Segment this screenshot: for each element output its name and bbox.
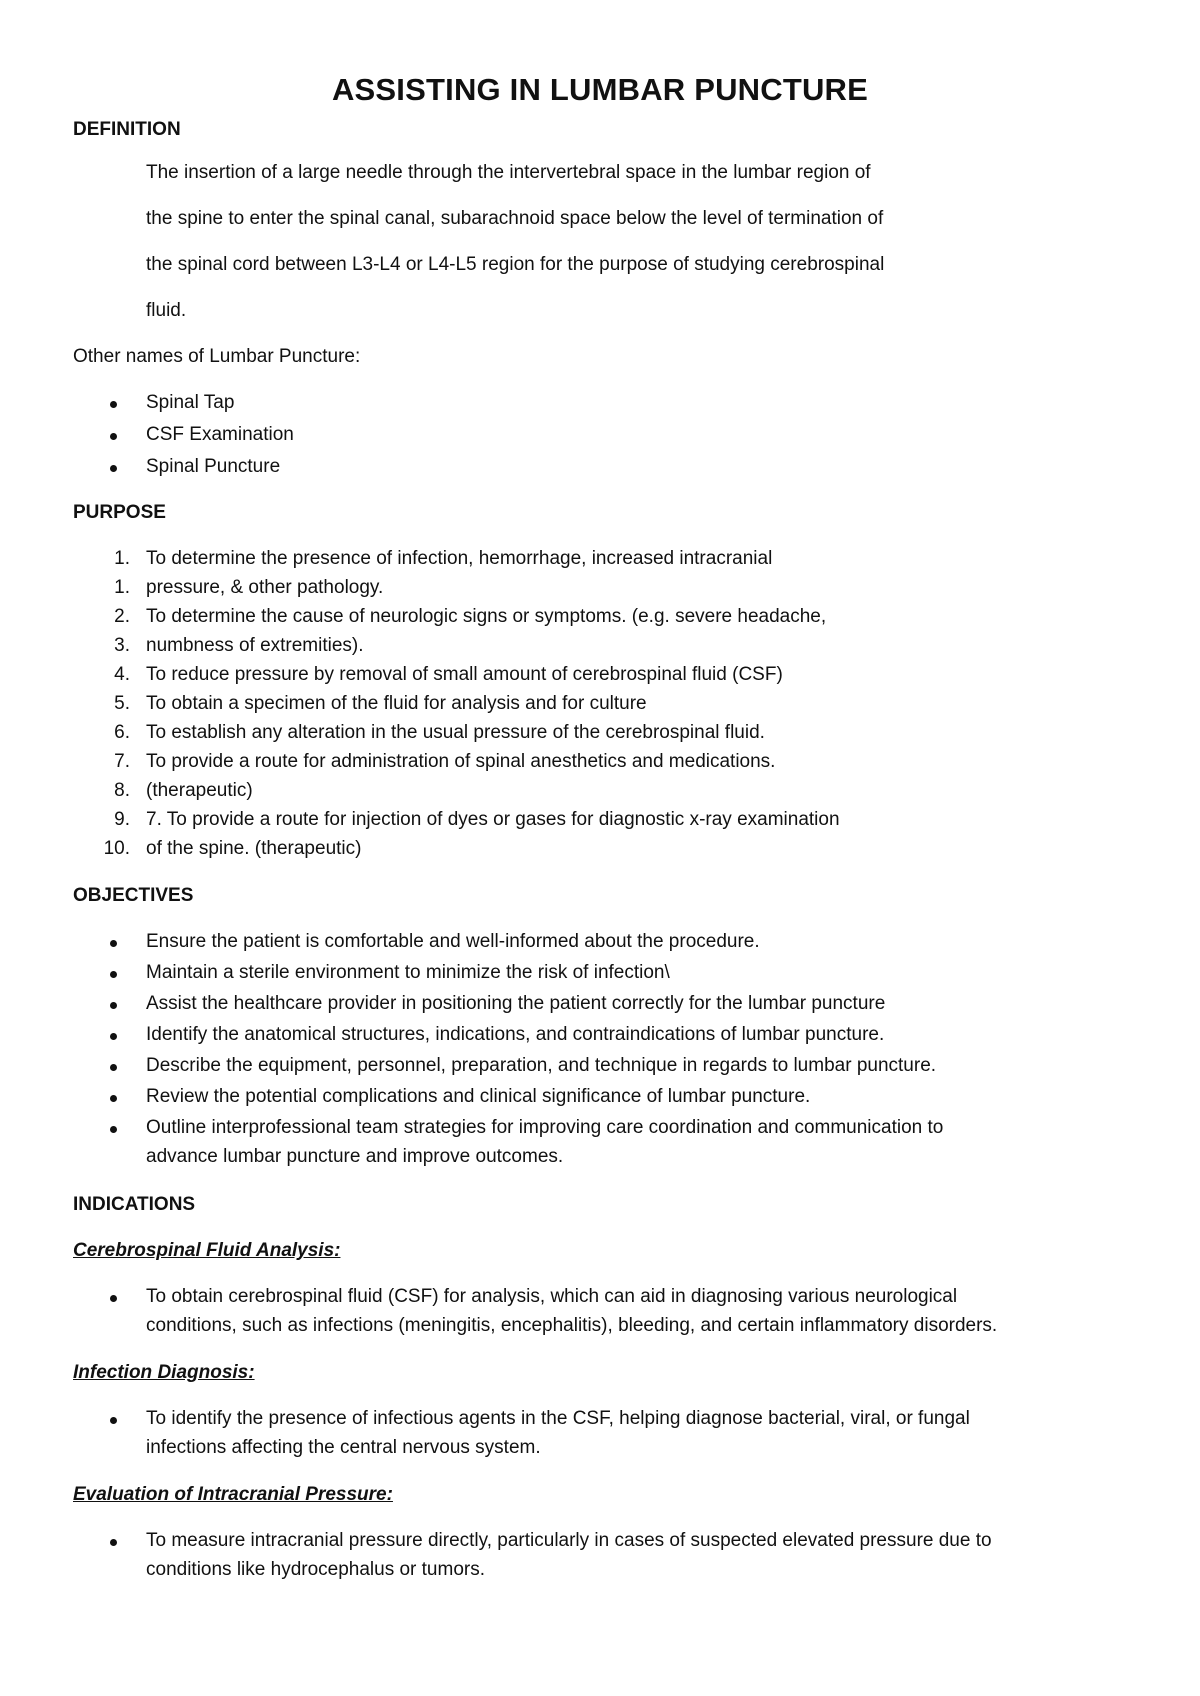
bullet-icon bbox=[110, 1002, 117, 1009]
purpose-number: 1. bbox=[114, 548, 130, 569]
objective-item: Assist the healthcare provider in positioning the patient correctly for the lumbar puncture bbox=[146, 993, 886, 1014]
bullet-icon bbox=[110, 1417, 117, 1424]
indication-item-continued: infections affecting the central nervous system. bbox=[146, 1437, 541, 1458]
purpose-item: To establish any alteration in the usual pressure of the cerebrospinal fluid. bbox=[146, 722, 765, 743]
document-title: ASSISTING IN LUMBAR PUNCTURE bbox=[331, 72, 869, 107]
indication-item: To identify the presence of infectious agents in the CSF, helping diagnose bacterial, viral, or fungal bbox=[146, 1408, 970, 1429]
purpose-item: 7. To provide a route for injection of dyes or gases for diagnostic x-ray examination bbox=[146, 809, 840, 830]
purpose-number: 6. bbox=[114, 722, 130, 743]
definition-line: the spine to enter the spinal canal, subarachnoid space below the level of termination of bbox=[146, 208, 884, 229]
purpose-item: To reduce pressure by removal of small amount of cerebrospinal fluid (CSF) bbox=[146, 664, 783, 685]
purpose-item: To determine the presence of infection, hemorrhage, increased intracranial bbox=[146, 548, 773, 569]
objective-item: Outline interprofessional team strategies for improving care coordination and communication to bbox=[146, 1117, 944, 1138]
purpose-number: 5. bbox=[114, 693, 130, 714]
definition-line: fluid. bbox=[146, 300, 187, 321]
bullet-icon bbox=[110, 1064, 117, 1071]
indication-item: To obtain cerebrospinal fluid (CSF) for analysis, which can aid in diagnosing various neurological bbox=[146, 1286, 958, 1307]
other-name-item: CSF Examination bbox=[146, 424, 294, 445]
definition-line: the spinal cord between L3-L4 or L4-L5 region for the purpose of studying cerebrospinal bbox=[146, 254, 885, 275]
other-name-item: Spinal Tap bbox=[146, 392, 235, 413]
other-name-item: Spinal Puncture bbox=[146, 456, 281, 477]
purpose-number: 1. bbox=[114, 577, 130, 598]
bullet-icon bbox=[110, 1126, 117, 1133]
indication-item-continued: conditions, such as infections (meningitis, encephalitis), bleeding, and certain inflammatory disorders. bbox=[146, 1315, 998, 1336]
indications-heading: INDICATIONS bbox=[73, 1194, 196, 1215]
definition-heading: DEFINITION bbox=[73, 119, 181, 140]
purpose-number: 10. bbox=[103, 838, 130, 859]
purpose-number: 3. bbox=[114, 635, 130, 656]
purpose-number: 4. bbox=[114, 664, 130, 685]
bullet-icon bbox=[110, 1095, 117, 1102]
purpose-item: (therapeutic) bbox=[146, 780, 253, 801]
indication-subheading: Infection Diagnosis: bbox=[73, 1362, 255, 1383]
definition-line: The insertion of a large needle through the intervertebral space in the lumbar region of bbox=[146, 162, 871, 183]
objective-item: Review the potential complications and clinical significance of lumbar puncture. bbox=[146, 1086, 811, 1107]
bullet-icon bbox=[110, 940, 117, 947]
bullet-icon bbox=[110, 401, 117, 408]
purpose-item: To determine the cause of neurologic signs or symptoms. (e.g. severe headache, bbox=[146, 606, 827, 627]
purpose-item: To provide a route for administration of spinal anesthetics and medications. bbox=[146, 751, 776, 772]
objective-item: Describe the equipment, personnel, preparation, and technique in regards to lumbar puncture. bbox=[146, 1055, 937, 1076]
purpose-item: pressure, & other pathology. bbox=[146, 577, 384, 598]
indication-subheading: Evaluation of Intracranial Pressure: bbox=[73, 1484, 393, 1505]
objective-item: Maintain a sterile environment to minimize the risk of infection\ bbox=[146, 962, 670, 983]
purpose-item: numbness of extremities). bbox=[146, 635, 364, 656]
purpose-heading: PURPOSE bbox=[73, 502, 166, 523]
purpose-number: 2. bbox=[114, 606, 130, 627]
purpose-number: 7. bbox=[114, 751, 130, 772]
bullet-icon bbox=[110, 433, 117, 440]
indication-subheading: Cerebrospinal Fluid Analysis: bbox=[73, 1240, 341, 1261]
objectives-heading: OBJECTIVES bbox=[73, 885, 194, 906]
objective-item: Ensure the patient is comfortable and well-informed about the procedure. bbox=[146, 931, 760, 952]
bullet-icon bbox=[110, 465, 117, 472]
purpose-item: of the spine. (therapeutic) bbox=[146, 838, 362, 859]
indication-item: To measure intracranial pressure directly, particularly in cases of suspected elevated pressure due to bbox=[146, 1530, 992, 1551]
bullet-icon bbox=[110, 1033, 117, 1040]
objective-item: Identify the anatomical structures, indications, and contraindications of lumbar puncture. bbox=[146, 1024, 885, 1045]
purpose-number: 8. bbox=[114, 780, 130, 801]
bullet-icon bbox=[110, 971, 117, 978]
purpose-number: 9. bbox=[114, 809, 130, 830]
purpose-item: To obtain a specimen of the fluid for analysis and for culture bbox=[146, 693, 647, 714]
other-names-label: Other names of Lumbar Puncture: bbox=[73, 346, 361, 367]
indication-item-continued: conditions like hydrocephalus or tumors. bbox=[146, 1559, 486, 1580]
bullet-icon bbox=[110, 1539, 117, 1546]
objective-item-continued: advance lumbar puncture and improve outcomes. bbox=[146, 1146, 564, 1167]
bullet-icon bbox=[110, 1295, 117, 1302]
